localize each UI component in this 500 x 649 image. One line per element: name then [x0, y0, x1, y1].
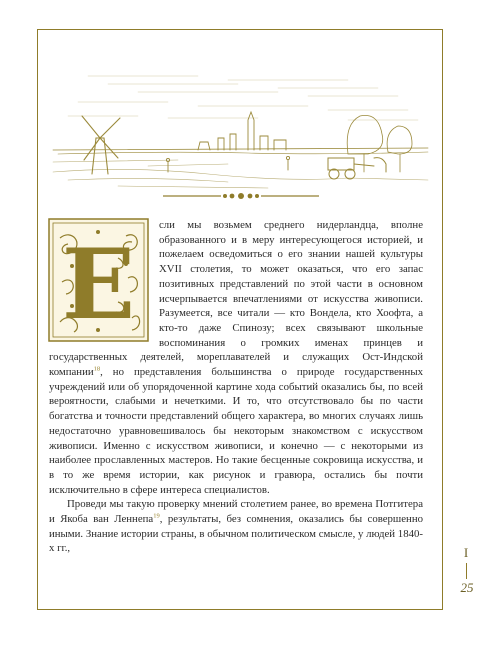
body-text [49, 218, 423, 556]
paragraph-2-text-a: Проведи мы такую проверку мнений столетием ранее, во времена Потгитера и Якоба ван Леннепа [49, 498, 423, 526]
ornament-divider-icon [163, 188, 319, 204]
margin-rule [466, 563, 467, 579]
paragraph-1-text-a: сли мы возьмем среднего нидерландца, вполне образованного и в меру интересующегося историей, и пожелаем осведомиться о его знании нашей культуры XVII столетия, то может оказаться, что его запас позитивных представлений по этой части в основном исчерпывается впечатлениями от искусства живописи. Разумеется, все читали — кто Вондела, кто Хоофта, а кто-то даже Спинозу; всех связывают школьные воспоминания о громких именах принцев и государственных деятелей, мореплавателей и служащих Ост-Индской компании [49, 219, 423, 379]
paragraph-2 [49, 497, 423, 556]
chapter-number: I [463, 545, 469, 560]
paragraph-1-text-b: , но представления большинства о природе государственных учреждений или об упорядоченной картине хода событий оказались бы, по всей вероятности, слабыми и нечеткими. И то, что отсутствовало бы по части богатства и точности представлений общего характера, во многих случаях лишь недостаточно уравновешивалось бы некоторым знакомством с искусством живописи. Именно с искусством живописи, и конечно — с некоторыми из наиболее прославленных мастеров. Но такие бесценные сокровища искусства, и в то же время истории, как рисунок и гравюра, остались бы почти исключительно в сфере интереса специалистов. [49, 366, 423, 496]
paragraph-1 [49, 218, 423, 497]
dropcap-space [49, 218, 159, 346]
footnote-ref-18[interactable]: 18 [93, 365, 101, 373]
dropcap-letter: Е [61, 228, 136, 341]
paragraph-2-text-b: , результаты, без сомнения, оказались бы совершенно иными. Знание истории страны, в обычном политическом смысле, у людей 1840-х гг., [49, 513, 423, 555]
page-number: 25 [460, 580, 474, 595]
landscape-engraving-icon [48, 54, 433, 194]
page-frame [37, 29, 443, 610]
footnote-ref-19[interactable]: 19 [153, 512, 160, 520]
